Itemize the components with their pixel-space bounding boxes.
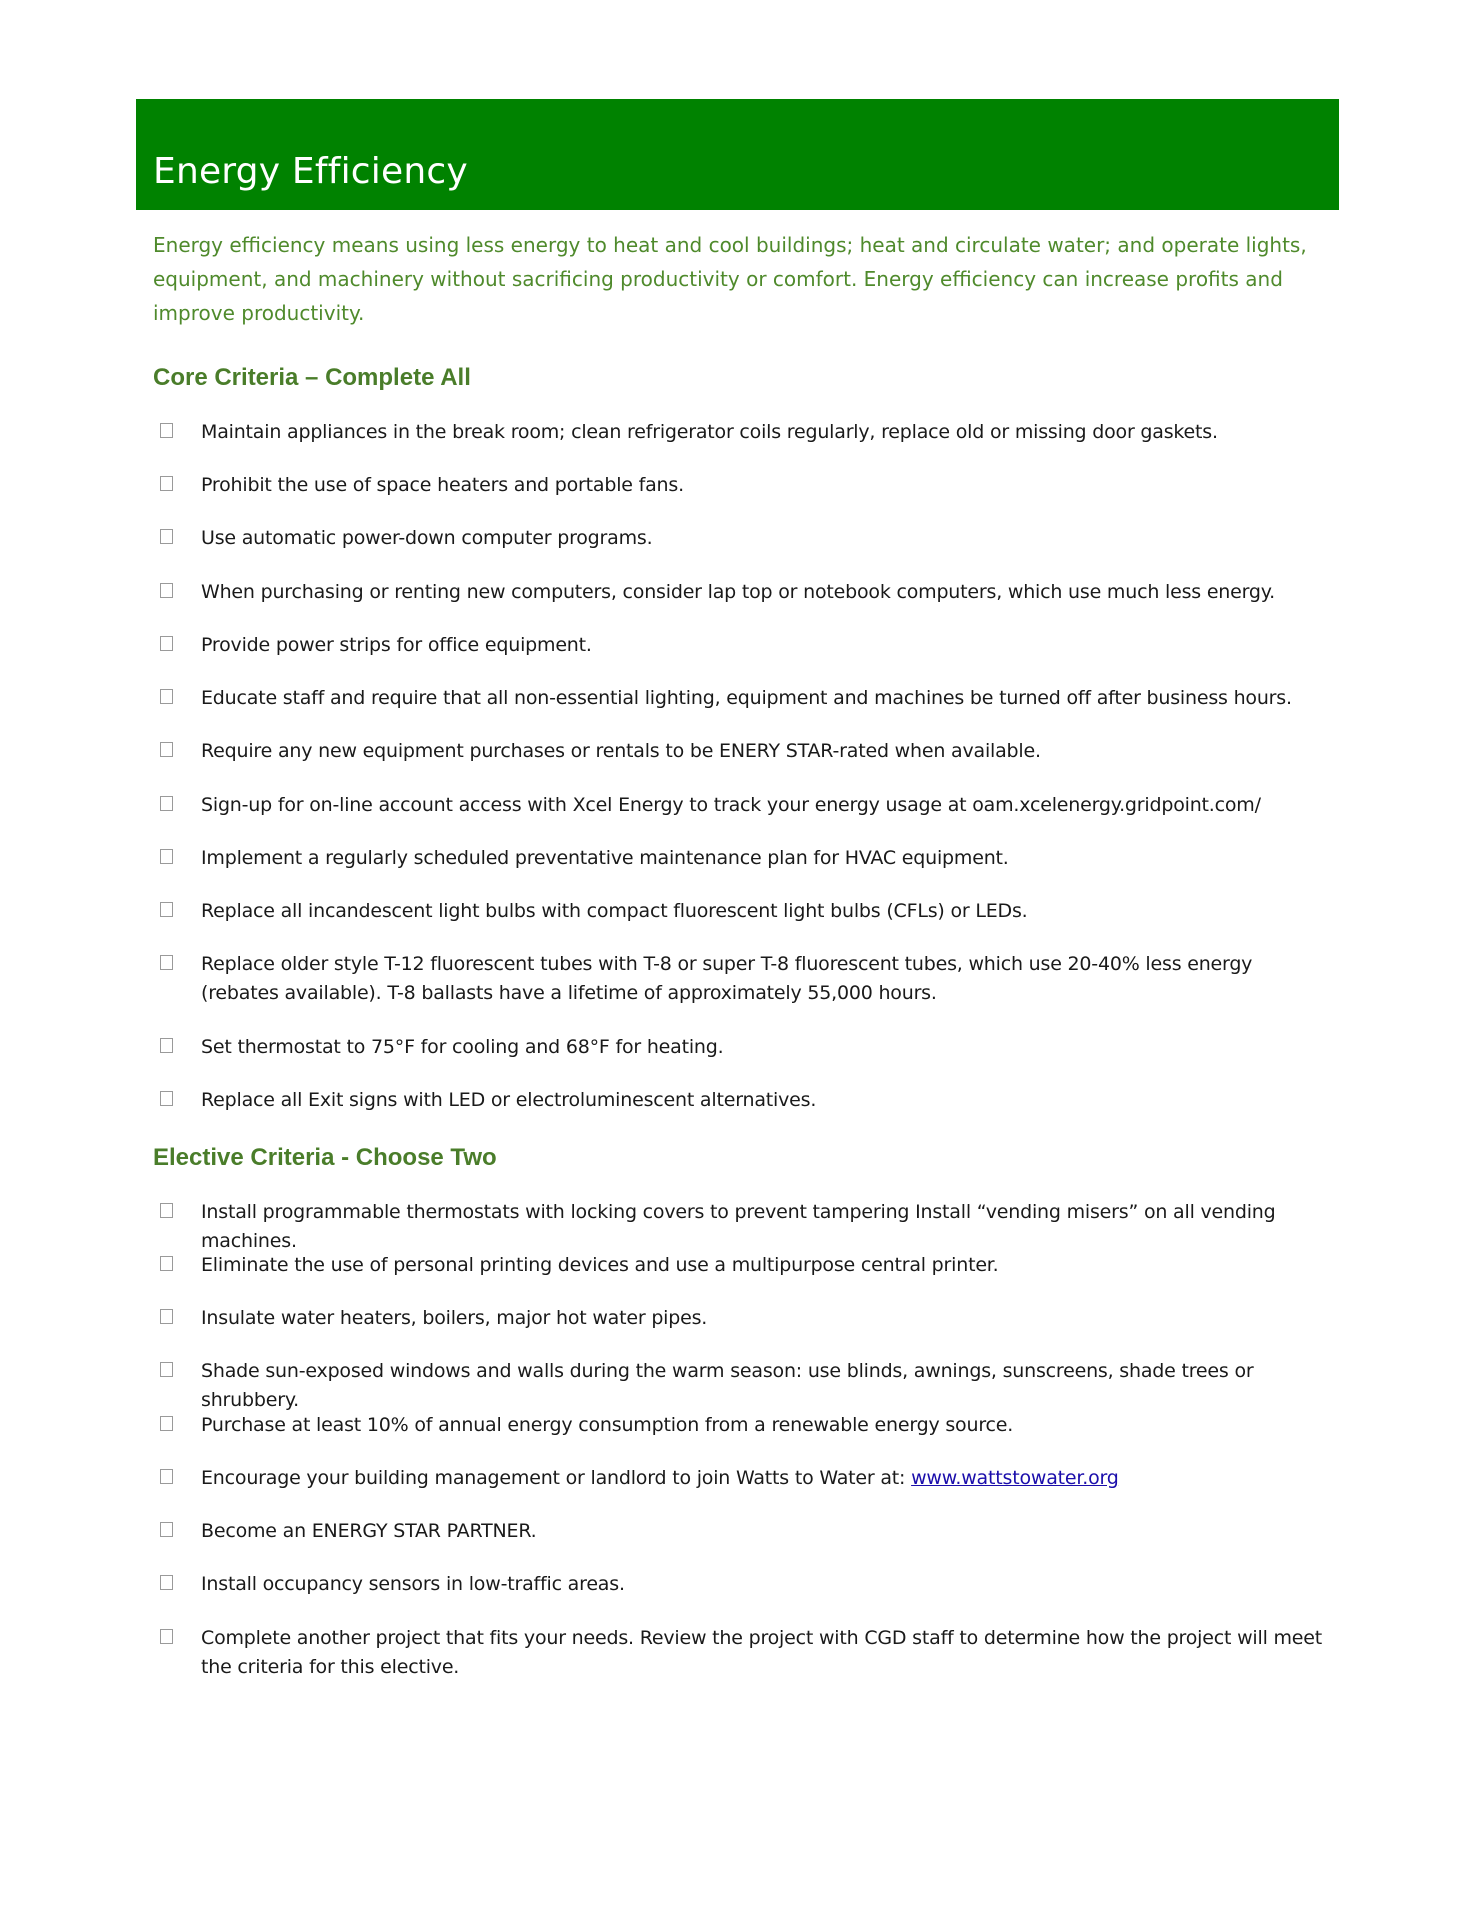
elective-item	[160, 1357, 1340, 1415]
checkbox[interactable]	[160, 689, 173, 704]
checkbox[interactable]	[160, 796, 173, 811]
intro-paragraph: Energy efficiency means using less energy to heat and cool buildings; heat and circulate water; and operate lights, equipment, and machinery without sacrificing productivity or comfort. Energy efficiency can increase profits and improve productivity.	[153, 233, 1307, 325]
elective-item-text: Become an ENERGY STAR PARTNER.	[201, 1520, 537, 1542]
core-criteria-heading: Core Criteria – Complete All	[153, 364, 471, 391]
core-item-text: Provide power strips for office equipment.	[201, 634, 592, 656]
core-item-text: Maintain appliances in the break room; clean refrigerator coils regularly, replace old or missing door gaskets.	[201, 421, 1218, 443]
core-item-text: Replace all Exit signs with LED or electroluminescent alternatives.	[201, 1089, 817, 1111]
core-item	[160, 844, 1340, 873]
core-item	[160, 471, 1340, 500]
checkbox[interactable]	[160, 1091, 173, 1106]
checkbox[interactable]	[160, 902, 173, 917]
elective-criteria-heading: Elective Criteria - Choose Two	[153, 1144, 497, 1171]
checkbox[interactable]	[160, 955, 173, 970]
checkbox[interactable]	[160, 1038, 173, 1053]
checkbox[interactable]	[160, 1629, 173, 1644]
elective-item-text: Complete another project that fits your needs. Review the project with CGD staff to determine how the project will meet the criteria for this elective.	[201, 1627, 1323, 1678]
elective-item	[160, 1570, 1340, 1599]
core-item-text: Use automatic power-down computer programs.	[201, 527, 653, 549]
checkbox[interactable]	[160, 1256, 173, 1271]
checkbox[interactable]	[160, 1575, 173, 1590]
core-item-text: Sign-up for on-line account access with Xcel Energy to track your energy usage at oam.xcelenergy.gridpoint.com/	[201, 794, 1261, 816]
checkbox[interactable]	[160, 1522, 173, 1537]
elective-item	[160, 1198, 1340, 1256]
elective-item	[160, 1517, 1340, 1546]
core-item-text: Educate staff and require that all non-essential lighting, equipment and machines be turned off after business hours.	[201, 687, 1292, 709]
core-item-text: Replace older style T-12 fluorescent tubes with T-8 or super T-8 fluorescent tubes, which use 20-40% less energy (rebates available). T-8 ballasts have a lifetime of approximately 55,000 hours.	[201, 953, 1253, 1004]
elective-item-text: Insulate water heaters, boilers, major hot water pipes.	[201, 1307, 708, 1329]
core-item	[160, 684, 1340, 713]
elective-item-text: Purchase at least 10% of annual energy consumption from a renewable energy source.	[201, 1414, 1014, 1436]
elective-item-text: Shade sun-exposed windows and walls during the warm season: use blinds, awnings, sunscreens, shade trees or shrubbery.	[201, 1360, 1254, 1411]
checkbox[interactable]	[160, 1203, 173, 1218]
title-banner	[136, 99, 1339, 210]
core-item	[160, 737, 1340, 766]
core-item-text: Replace all incandescent light bulbs with compact fluorescent light bulbs (CFLs) or LEDs.	[201, 900, 1028, 922]
elective-item-text	[201, 1464, 1331, 1493]
core-item-text: Implement a regularly scheduled preventative maintenance plan for HVAC equipment.	[201, 847, 1009, 869]
elective-item-text: Install programmable thermostats with locking covers to prevent tampering Install “vending misers” on all vending machines.	[201, 1201, 1276, 1252]
watts-to-water-text: Encourage your building management or landlord to join Watts to Water at:	[201, 1467, 912, 1489]
checkbox[interactable]	[160, 1416, 173, 1431]
core-item	[160, 897, 1340, 926]
checkbox[interactable]	[160, 583, 173, 598]
core-item	[160, 524, 1340, 553]
checkbox[interactable]	[160, 476, 173, 491]
core-item-text: Prohibit the use of space heaters and portable fans.	[201, 474, 684, 496]
core-item	[160, 1086, 1340, 1115]
checkbox[interactable]	[160, 742, 173, 757]
checkbox[interactable]	[160, 1309, 173, 1324]
core-item	[160, 578, 1340, 607]
elective-item	[160, 1464, 1340, 1493]
checkbox[interactable]	[160, 529, 173, 544]
core-item-text: Set thermostat to 75°F for cooling and 68°F for heating.	[201, 1036, 724, 1058]
core-item	[160, 791, 1340, 820]
checkbox[interactable]	[160, 636, 173, 651]
core-item	[160, 631, 1340, 660]
elective-item	[160, 1251, 1340, 1280]
core-item	[160, 418, 1340, 447]
watts-to-water-link[interactable]: www.wattstowater.org	[911, 1467, 1119, 1489]
elective-item	[160, 1624, 1340, 1682]
core-item-text: When purchasing or renting new computers, consider lap top or notebook computers, which use much less energy.	[201, 581, 1275, 603]
core-item	[160, 1033, 1340, 1062]
elective-item	[160, 1411, 1340, 1440]
core-item-text: Require any new equipment purchases or rentals to be ENERY STAR-rated when available.	[201, 740, 1041, 762]
checkbox[interactable]	[160, 1362, 173, 1377]
elective-item-text: Install occupancy sensors in low-traffic areas.	[201, 1573, 625, 1595]
page-title: Energy Efficiency	[153, 151, 468, 192]
elective-item	[160, 1304, 1340, 1333]
core-item	[160, 950, 1340, 1008]
checkbox[interactable]	[160, 1469, 173, 1484]
checkbox[interactable]	[160, 849, 173, 864]
checkbox[interactable]	[160, 423, 173, 438]
elective-item-text: Eliminate the use of personal printing devices and use a multipurpose central printer.	[201, 1254, 999, 1276]
